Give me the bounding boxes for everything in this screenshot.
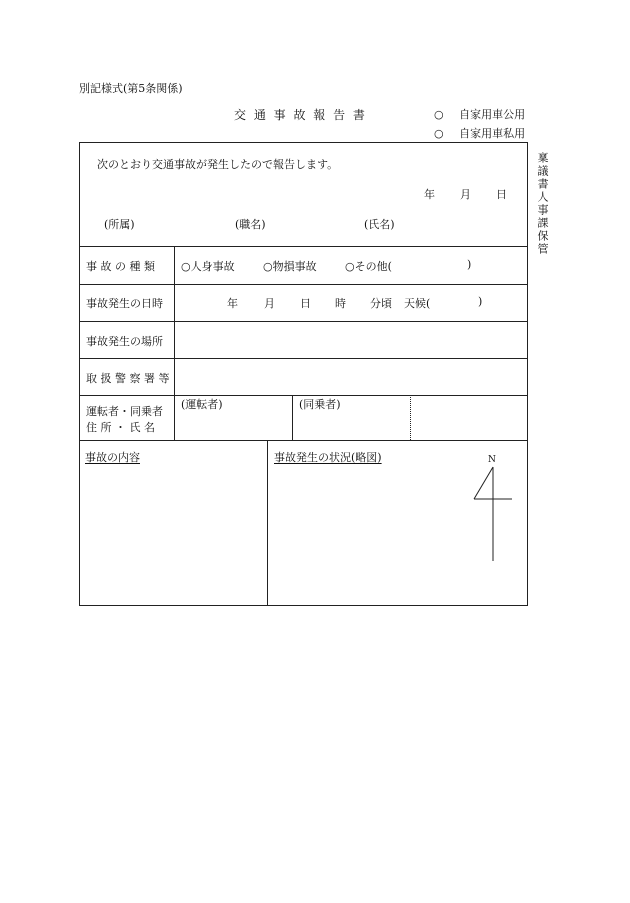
row-divider xyxy=(79,284,528,285)
datetime-month[interactable]: 月 xyxy=(264,297,275,310)
position-field[interactable]: (職名) xyxy=(235,218,266,231)
row-divider xyxy=(79,246,528,247)
option-property-accident[interactable]: ○物損事故 xyxy=(263,260,317,273)
report-statement: 次のとおり交通事故が発生したので報告します。 xyxy=(97,158,339,171)
police-label: 取 扱 警 察 署 等 xyxy=(86,372,170,385)
accident-type-label: 事 故 の 種 類 xyxy=(86,260,155,273)
name-field[interactable]: (氏名) xyxy=(364,218,395,231)
row-divider xyxy=(79,358,528,359)
persons-address-label: 住 所 ・ 氏 名 xyxy=(86,421,155,434)
datetime-label: 事故発生の日時 xyxy=(86,297,163,310)
details-divider xyxy=(267,440,268,606)
date-year[interactable]: 年 xyxy=(424,188,435,201)
place-label: 事故発生の場所 xyxy=(86,335,163,348)
north-label: N xyxy=(488,455,496,465)
option-other-close: ) xyxy=(467,258,472,271)
weather-close: ) xyxy=(478,295,483,308)
date-month[interactable]: 月 xyxy=(460,188,471,201)
form-reference: 別記様式(第5条関係) xyxy=(79,82,183,95)
passenger-field[interactable]: (同乗者) xyxy=(299,398,341,411)
row-divider xyxy=(79,321,528,322)
vehicle-option-public[interactable] xyxy=(434,106,525,122)
radio-circle-icon: ○ xyxy=(434,127,444,140)
persons-label: 運転者・同乗者 xyxy=(86,405,163,418)
document-title: 交 通 事 故 報 告 書 xyxy=(234,108,367,122)
accident-content-label: 事故の内容 xyxy=(85,451,140,464)
accident-situation-label: 事故発生の状況(略図) xyxy=(274,451,382,464)
column-divider xyxy=(410,395,411,440)
north-arrow-icon xyxy=(472,455,514,565)
affiliation-field[interactable]: (所属) xyxy=(104,218,135,231)
compass-lines xyxy=(472,455,514,565)
datetime-minute[interactable]: 分頃 xyxy=(370,297,392,310)
driver-field[interactable]: (運転者) xyxy=(181,398,223,411)
label-column-divider xyxy=(174,246,175,440)
radio-circle-icon: ○ xyxy=(434,108,444,121)
date-day[interactable]: 日 xyxy=(496,188,507,201)
routing-stamp: 稟議書人事課保管 xyxy=(536,152,549,256)
datetime-day[interactable]: 日 xyxy=(300,297,311,310)
row-divider xyxy=(79,440,528,441)
column-divider xyxy=(292,395,293,440)
vehicle-option-label: 自家用車公用 xyxy=(459,108,526,121)
option-other[interactable]: ○その他( xyxy=(345,260,392,273)
weather-field[interactable]: 天候( xyxy=(404,297,431,310)
vehicle-option-private[interactable] xyxy=(434,125,525,141)
vehicle-option-label: 自家用車私用 xyxy=(459,127,526,140)
option-personal-accident[interactable]: ○人身事故 xyxy=(181,260,235,273)
datetime-year[interactable]: 年 xyxy=(227,297,238,310)
datetime-hour[interactable]: 時 xyxy=(335,297,346,310)
